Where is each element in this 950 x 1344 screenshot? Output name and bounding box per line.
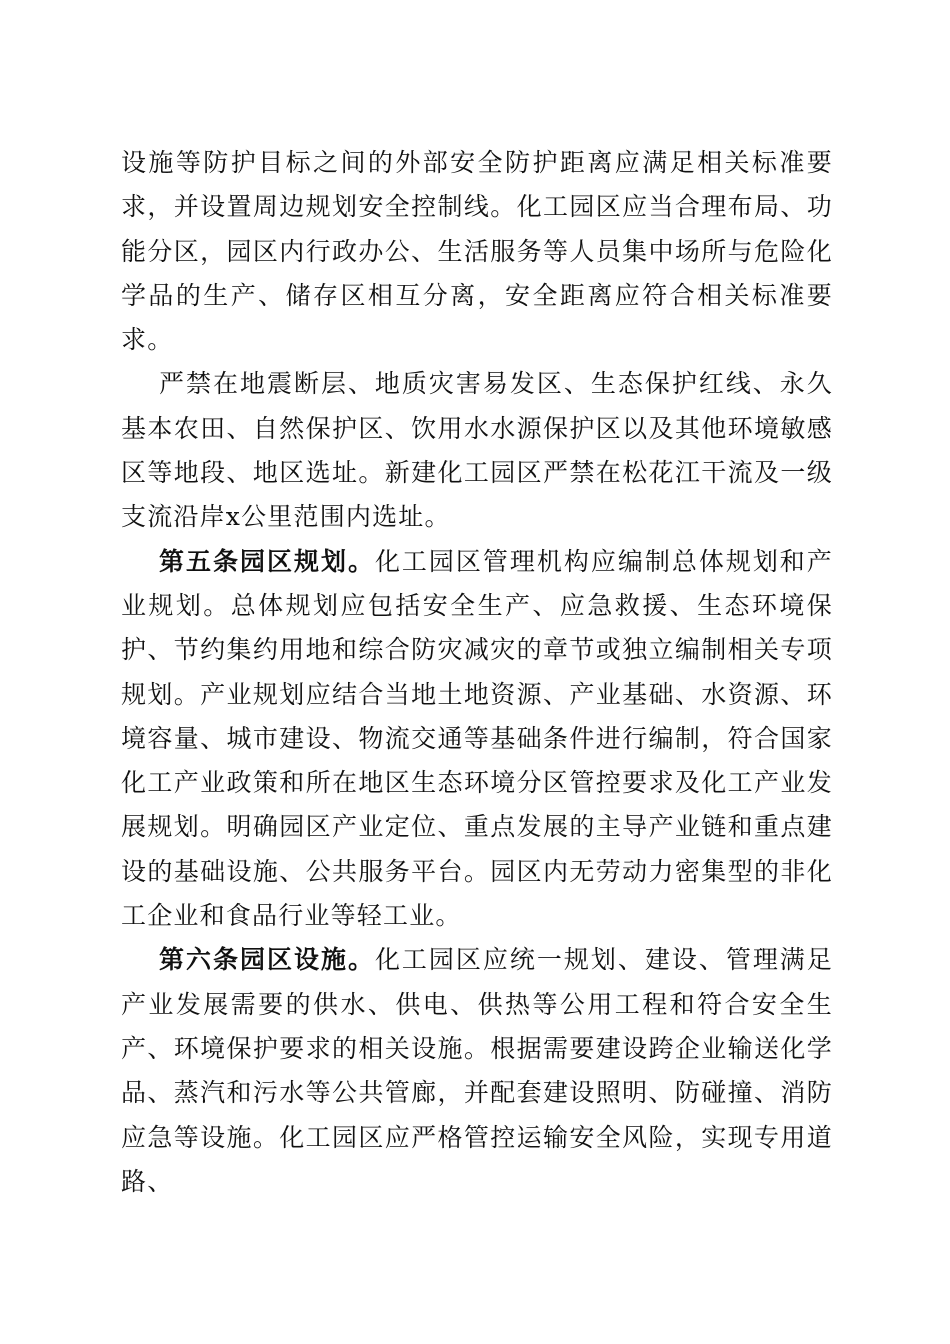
paragraph-1-text: 设施等防护目标之间的外部安全防护距离应满足相关标准要求，并设置周边规划安全控制线。化工园区应当合理布局、功能分区，园区内行政办公、生活服务等人员集中场所与危险化学品的生产、储存区相互分离，安全距离应符合相关标准要求。 (121, 148, 833, 355)
article-5-heading: 第五条园区规划。 (159, 546, 375, 576)
article-5-text: 化工园区管理机构应编制总体规划和产业规划。总体规划应包括安全生产、应急救援、生态环境保护、节约集约用地和综合防灾减灾的章节或独立编制相关专项规划。产业规划应结合当地土地资源、产业基础、水资源、环境容量、城市建设、物流交通等基础条件进行编制，符合国家化工产业政策和所在地区生态环境分区管控要求及化工产业发展规划。明确园区产业定位、重点发展的主导产业链和重点建设的基础设施、公共服务平台。园区内无劳动力密集型的非化工企业和食品行业等轻工业。 (121, 546, 833, 931)
paragraph-1 (121, 141, 833, 362)
paragraph-article-6 (121, 938, 833, 1204)
article-6-text: 化工园区应统一规划、建设、管理满足产业发展需要的供水、供电、供热等公用工程和符合安全生产、环境保护要求的相关设施。根据需要建设跨企业输送化学品、蒸汽和污水等公共管廊，并配套建设照明、防碰撞、消防应急等设施。化工园区应严格管控运输安全风险，实现专用道路、 (121, 945, 833, 1196)
paragraph-article-5 (121, 540, 833, 939)
paragraph-2 (121, 362, 833, 539)
article-6-heading: 第六条园区设施。 (159, 945, 375, 975)
document-body (121, 141, 833, 1204)
paragraph-2-text: 严禁在地震断层、地质灾害易发区、生态保护红线、永久基本农田、自然保护区、饮用水水源保护区以及其他环境敏感区等地段、地区选址。新建化工园区严禁在松花江干流及一级支流沿岸x公里范围内选址。 (121, 369, 833, 532)
